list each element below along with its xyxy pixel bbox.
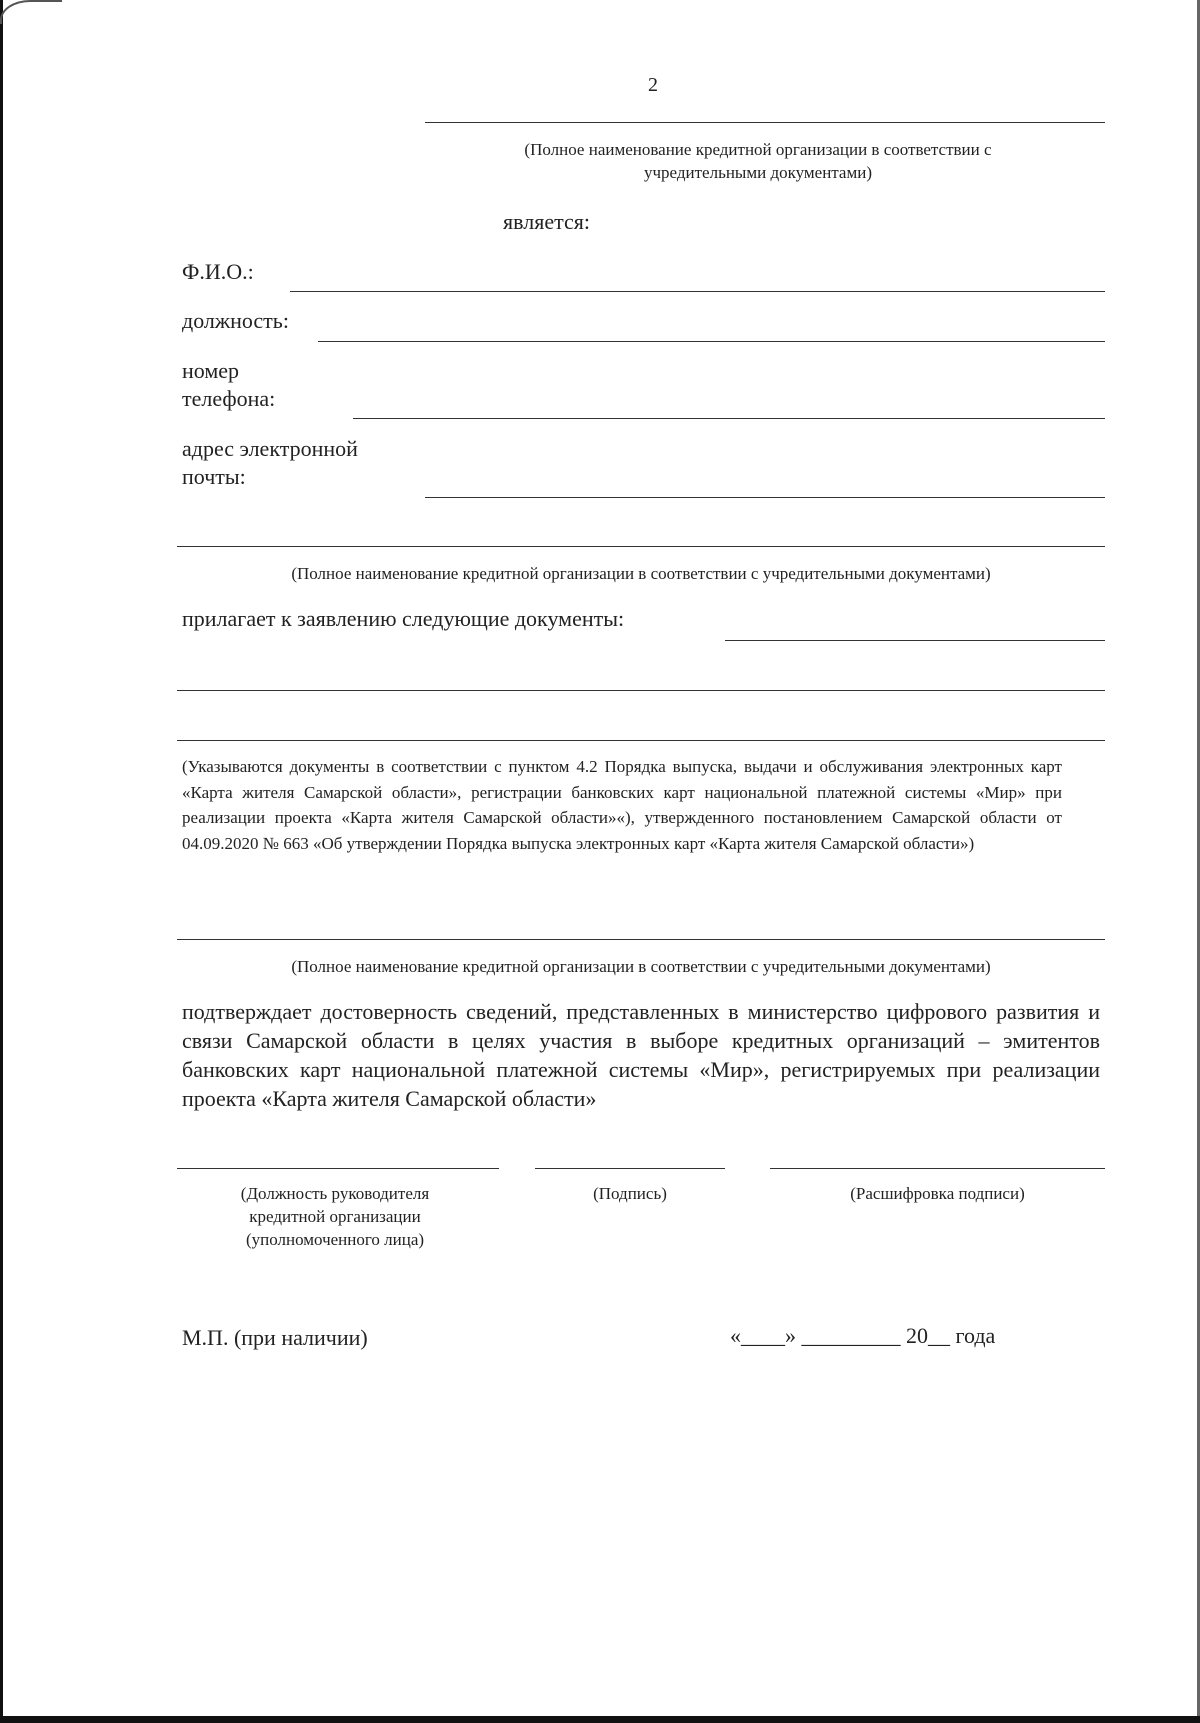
scan-edge-left [0, 0, 3, 1723]
position-caption: (Должность руководителя кредитной организации (уполномоченного лица) [240, 1184, 430, 1249]
signature-sign-line [535, 1168, 725, 1169]
attaches-line-2 [177, 690, 1105, 691]
date-month-blank: _________ [801, 1323, 901, 1348]
date-day-blank: ____ [741, 1323, 785, 1348]
position-line [318, 341, 1105, 342]
org-caption-top: (Полное наименование кредитной организации в соответствии с учредительными документами) [524, 140, 992, 182]
scan-corner-mark [0, 0, 62, 24]
date-open-quote: « [730, 1323, 741, 1348]
org-name-line-3 [177, 939, 1105, 940]
email-label-line2: почты: [182, 464, 246, 489]
phone-label-line1: номер [182, 358, 240, 383]
org-name-line-2 [177, 546, 1105, 547]
signature-decode-line [770, 1168, 1105, 1169]
fio-label: Ф.И.О.: [182, 259, 254, 284]
email-label-line1: адрес электронной [182, 436, 358, 461]
attaches-line-1 [725, 640, 1105, 641]
date-year-blank: __ [928, 1323, 950, 1348]
fio-line [290, 291, 1105, 292]
signature-position-line [177, 1168, 499, 1169]
date-line [730, 1322, 995, 1350]
attaches-line-3 [177, 740, 1105, 741]
org-caption-3: (Полное наименование кредитной организации в соответствии с учредительными документами) [291, 957, 991, 976]
attaches-text: прилагает к заявлению следующие документы: [182, 606, 625, 631]
position-label: должность: [182, 308, 289, 333]
email-line [425, 497, 1105, 498]
decode-caption: (Расшифровка подписи) [850, 1184, 1025, 1203]
org-caption-2: (Полное наименование кредитной организации в соответствии с учредительными документами) [291, 564, 991, 583]
phone-line [353, 418, 1105, 419]
scan-edge-bottom [0, 1716, 1200, 1723]
date-year-word: года [955, 1323, 996, 1348]
confirm-text: подтверждает достоверность сведений, представленных в министерство цифрового развития и связи Самарской области в целях участия в выборе кредитных организаций – эмитентов банковских карт национальной платежной системы «Мир», регистрируемых при реализации проекта «Карта жителя Самарской области» [182, 999, 1100, 1111]
page-number: 2 [648, 74, 658, 96]
date-year-prefix: 20 [906, 1323, 928, 1348]
date-close-quote: » [785, 1323, 796, 1348]
stamp-label: М.П. (при наличии) [182, 1325, 368, 1350]
phone-label-line2: телефона: [182, 386, 276, 411]
org-name-line-top [425, 122, 1105, 123]
is-label: является: [503, 209, 590, 234]
sign-caption: (Подпись) [593, 1184, 667, 1203]
documents-note: (Указываются документы в соответствии с пунктом 4.2 Порядка выпуска, выдачи и обслуживания электронных карт «Карта жителя Самарской области», регистрации банковских карт национальной платежной системы «Мир» при реализации проекта «Карта жителя Самарской области»«), утвержденного постановлением Самарской области от 04.09.2020 № 663 «Об утверждении Порядка выпуска электронных карт «Карта жителя Самарской области») [182, 757, 1062, 853]
